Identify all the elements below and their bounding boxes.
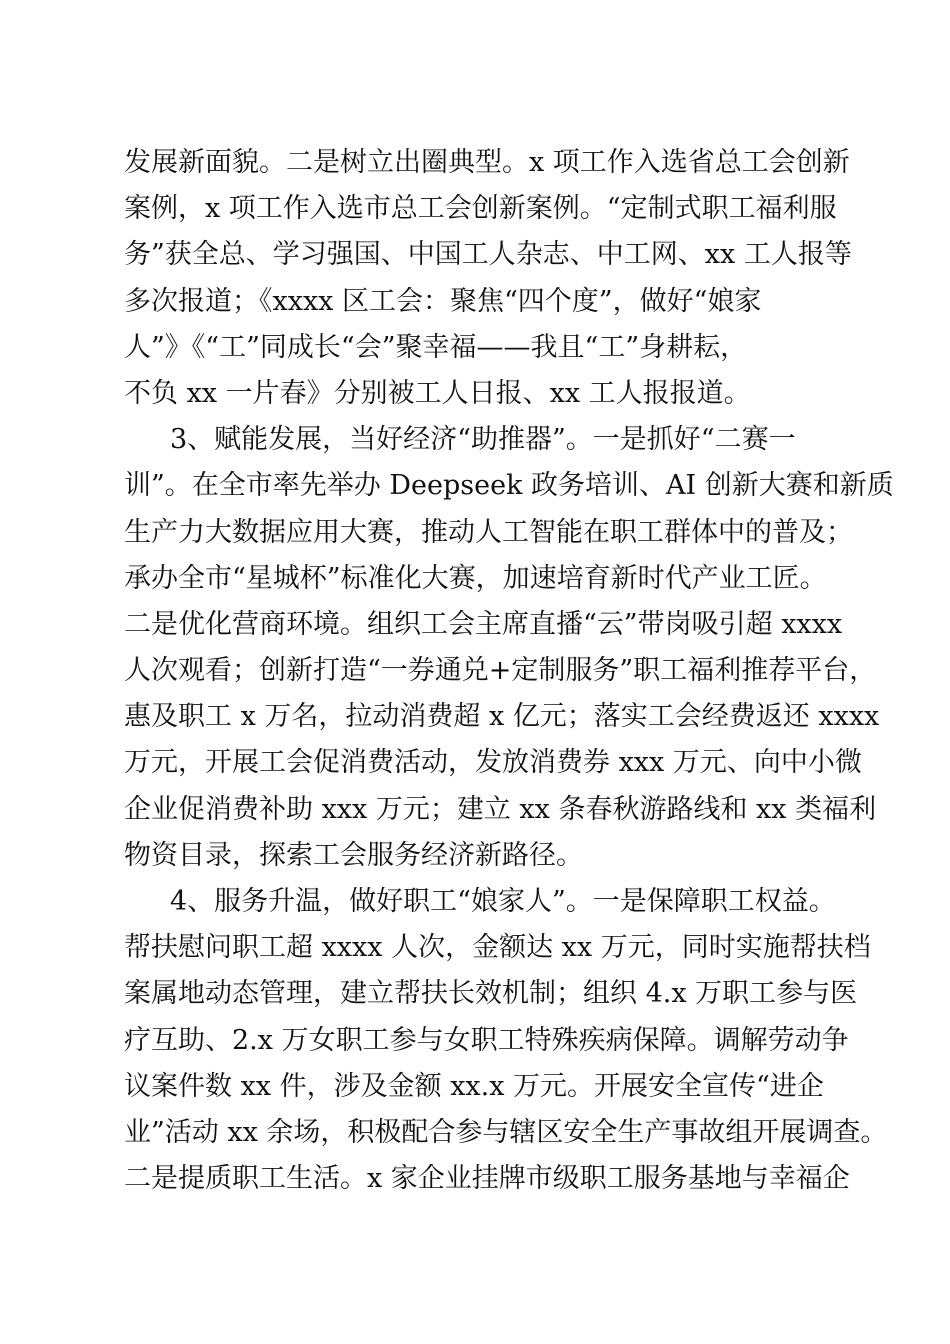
text-line: 案属地动态管理，建立帮扶长效机制；组织 4.x 万职工参与医 bbox=[124, 978, 858, 1010]
text-line: 帮扶慰问职工超 xxxx 人次，金额达 xx 万元，同时实施帮扶档 bbox=[124, 932, 871, 964]
text-line: 不负 xx 一片春》分别被工人日报、xx 工人报报道。 bbox=[124, 377, 751, 409]
text-line: 人次观看；创新打造“一券通兑+定制服务”职工福利推荐平台， bbox=[124, 655, 877, 687]
text-line: 惠及职工 x 万名，拉动消费超 x 亿元；落实工会经费返还 xxxx bbox=[124, 701, 880, 733]
text-line: 物资目录，探索工会服务经济新路径。 bbox=[124, 839, 583, 871]
text-line: 议案件数 xx 件，涉及金额 xx.x 万元。开展安全宣传“进企 bbox=[124, 1070, 824, 1102]
text-line: 案例，x 项工作入选市总工会创新案例。“定制式职工福利服 bbox=[124, 193, 837, 225]
text-line: 二是提质职工生活。x 家企业挂牌市级职工服务基地与幸福企 bbox=[124, 1163, 850, 1195]
text-line: 业”活动 xx 余场，积极配合参与辖区安全生产事故组开展调查。 bbox=[124, 1116, 888, 1148]
text-line: 疗互助、2.x 万女职工参与女职工特殊疾病保障。调解劳动争 bbox=[124, 1024, 849, 1056]
text-line: 训”。在全市率先举办 Deepseek 政务培训、AI 创新大赛和新质 bbox=[124, 470, 894, 502]
section-heading-line: 4、服务升温，做好职工“娘家人”。一是保障职工权益。 bbox=[170, 886, 836, 917]
text-line: 企业促消费补助 xxx 万元；建立 xx 条春秋游路线和 xx 类福利 bbox=[124, 793, 877, 825]
text-line: 万元，开展工会促消费活动，发放消费券 xxx 万元、向中小微 bbox=[124, 747, 862, 779]
text-line: 二是优化营商环境。组织工会主席直播“云”带岗吸引超 xxxx bbox=[124, 608, 843, 640]
text-line: 人”》《“工”同成长“会”聚幸福——我且“工”身耕耘， bbox=[124, 331, 748, 363]
section-heading-line: 3、赋能发展，当好经济“助推器”。一是抓好“二赛一 bbox=[170, 424, 796, 456]
text-line: 多次报道；《xxxx 区工会：聚焦“四个度”，做好“娘家 bbox=[124, 285, 762, 317]
body-text bbox=[124, 140, 894, 1202]
text-line: 发展新面貌。二是树立出圈典型。x 项工作入选省总工会创新 bbox=[124, 147, 850, 178]
text-line: 务”获全总、学习强国、中国工人杂志、中工网、xx 工人报等 bbox=[124, 239, 852, 271]
text-line: 承办全市“星城杯”标准化大赛，加速培育新时代产业工匠。 bbox=[124, 562, 827, 594]
text-line: 生产力大数据应用大赛，推动人工智能在职工群体中的普及； bbox=[124, 516, 853, 548]
